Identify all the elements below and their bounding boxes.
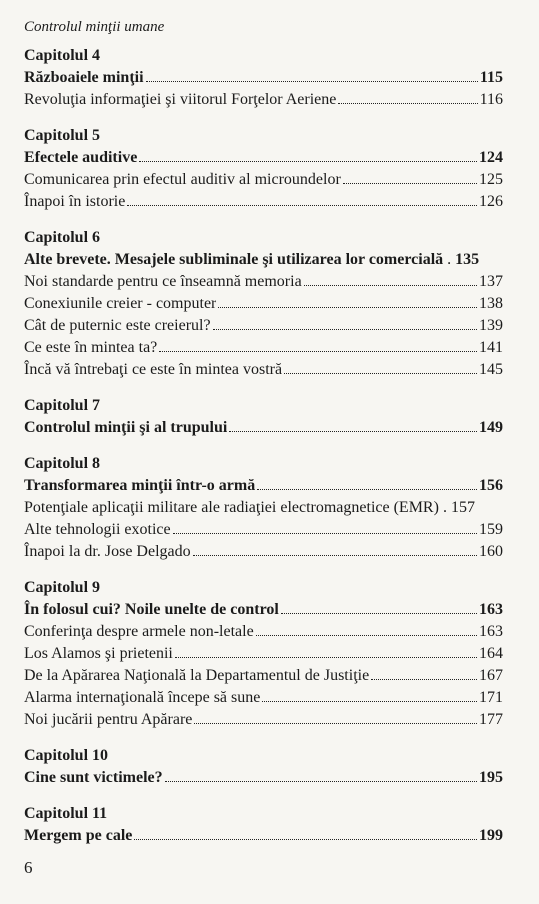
- dot-leader: [304, 285, 477, 286]
- entry-title: Alarma internaţională începe să sune: [24, 689, 261, 706]
- chapter-label: Capitolul 11: [24, 805, 108, 822]
- chapter-title-entry: [24, 767, 503, 789]
- section-entry: [24, 665, 503, 687]
- section-entry: [24, 687, 503, 709]
- chapter-label: Capitolul 4: [24, 47, 101, 64]
- entry-page-number: 163: [479, 601, 503, 618]
- entry-title: Noi jucării pentru Apărare: [24, 711, 193, 728]
- entry-page-number: 135: [455, 251, 480, 268]
- dot-leader: [257, 489, 477, 490]
- chapter-label: Capitolul 7: [24, 397, 101, 414]
- dot-leader: [165, 781, 477, 782]
- section-entry: [24, 169, 503, 191]
- section-entry: [24, 337, 503, 359]
- dot-leader: [281, 613, 477, 614]
- entry-page-number: 125: [479, 171, 503, 188]
- chapter-label: Capitolul 6: [24, 229, 101, 246]
- entry-title: Mergem pe cale: [24, 827, 133, 844]
- section-entry: [24, 541, 503, 563]
- dot-leader: [173, 533, 477, 534]
- table-of-contents: [24, 45, 503, 847]
- entry-title: Înapoi la dr. Jose Delgado: [24, 543, 191, 560]
- entry-title: Încă vă întrebaţi ce este în mintea vostră: [24, 361, 283, 378]
- entry-page-number: 195: [479, 769, 503, 786]
- entry-page-number: 159: [479, 521, 503, 538]
- entry-page-number: 171: [479, 689, 503, 706]
- chapter-title-entry: [24, 475, 503, 497]
- entry-title: Noi standarde pentru ce înseamnă memoria: [24, 273, 302, 290]
- entry-title: Cât de puternic este creierul?: [24, 317, 211, 334]
- dot-leader: [175, 657, 477, 658]
- entry-page-number: 156: [479, 477, 503, 494]
- chapter-title-entry: [24, 417, 503, 439]
- toc-page: [24, 18, 503, 861]
- entry-title: Alte tehnologii exotice: [24, 521, 171, 538]
- entry-page-number: 141: [479, 339, 503, 356]
- entry-title: Transformarea minţii într-o armă: [24, 477, 256, 494]
- chapter-block: [24, 745, 503, 789]
- page-number: 6: [24, 858, 33, 877]
- dot-leader: [338, 103, 477, 104]
- entry-page-number: 199: [479, 827, 503, 844]
- entry-title: În folosul cui? Noile unelte de control: [24, 601, 279, 618]
- chapter-block: [24, 803, 503, 847]
- section-entry: [24, 643, 503, 665]
- dot-leader: [371, 679, 477, 680]
- chapter-block: [24, 453, 503, 563]
- dot-leader: [146, 81, 478, 82]
- section-entry: [24, 191, 503, 213]
- entry-page-number: 145: [479, 361, 503, 378]
- section-entry: [24, 315, 503, 337]
- dot-leader: [256, 635, 477, 636]
- entry-page-number: 177: [479, 711, 503, 728]
- entry-title: Alte brevete. Mesajele subliminale şi utilizarea lor comercială: [24, 251, 444, 268]
- section-entry: [24, 519, 503, 541]
- chapter-label: Capitolul 5: [24, 127, 101, 144]
- chapter-title-entry: [24, 67, 503, 89]
- entry-page-number: 163: [479, 623, 503, 640]
- section-entry: [24, 271, 503, 293]
- dot-leader: [218, 307, 477, 308]
- entry-title: Cine sunt victimele?: [24, 769, 163, 786]
- entry-title: Controlul minţii şi al trupului: [24, 419, 228, 436]
- entry-title: Potenţiale aplicaţii militare ale radiaţiei electromagnetice (EMR): [24, 499, 439, 516]
- entry-separator: .: [438, 499, 451, 516]
- entry-title: Los Alamos şi prietenii: [24, 645, 173, 662]
- entry-page-number: 116: [479, 91, 503, 108]
- entry-page-number: 157: [450, 499, 475, 516]
- section-entry: [24, 359, 503, 381]
- section-entry: [24, 89, 503, 111]
- entry-title: Conexiunile creier - computer: [24, 295, 217, 312]
- dot-leader: [193, 555, 477, 556]
- entry-page-number: 160: [479, 543, 503, 560]
- section-entry: [24, 709, 503, 731]
- chapter-block: [24, 45, 503, 111]
- dot-leader: [343, 183, 477, 184]
- entry-page-number: 138: [479, 295, 503, 312]
- chapter-title-entry: [24, 147, 503, 169]
- chapter-block: [24, 577, 503, 731]
- section-entry: [24, 497, 503, 519]
- entry-title: Războaiele minţii: [24, 69, 144, 86]
- chapter-block: [24, 227, 503, 381]
- entry-title: De la Apărarea Naţională la Departamentul de Justiţie: [24, 667, 370, 684]
- dot-leader: [159, 351, 477, 352]
- dot-leader: [139, 161, 477, 162]
- entry-title: Conferinţa despre armele non-letale: [24, 623, 254, 640]
- entry-page-number: 149: [479, 419, 503, 436]
- entry-title: Comunicarea prin efectul auditiv al microundelor: [24, 171, 341, 188]
- dot-leader: [229, 431, 477, 432]
- entry-separator: .: [443, 251, 456, 268]
- chapter-title-entry: [24, 249, 503, 271]
- entry-title: Revoluţia informaţiei şi viitorul Forţelor Aeriene: [24, 91, 337, 108]
- dot-leader: [284, 373, 477, 374]
- entry-page-number: 115: [479, 69, 503, 86]
- dot-leader: [194, 723, 477, 724]
- dot-leader: [127, 205, 477, 206]
- chapter-label: Capitolul 8: [24, 455, 101, 472]
- dot-leader: [134, 839, 477, 840]
- chapter-title-entry: [24, 825, 503, 847]
- running-header: Controlul minţii umane: [24, 19, 165, 35]
- chapter-title-entry: [24, 599, 503, 621]
- entry-title: Efectele auditive: [24, 149, 138, 166]
- entry-page-number: 137: [479, 273, 503, 290]
- section-entry: [24, 621, 503, 643]
- entry-page-number: 167: [479, 667, 503, 684]
- chapter-label: Capitolul 9: [24, 579, 101, 596]
- entry-page-number: 124: [479, 149, 503, 166]
- entry-title: Înapoi în istorie: [24, 193, 126, 210]
- chapter-label: Capitolul 10: [24, 747, 109, 764]
- entry-page-number: 139: [479, 317, 503, 334]
- dot-leader: [262, 701, 477, 702]
- chapter-block: [24, 125, 503, 213]
- entry-page-number: 164: [479, 645, 503, 662]
- chapter-block: [24, 395, 503, 439]
- dot-leader: [213, 329, 477, 330]
- entry-title: Ce este în mintea ta?: [24, 339, 158, 356]
- entry-page-number: 126: [479, 193, 503, 210]
- section-entry: [24, 293, 503, 315]
